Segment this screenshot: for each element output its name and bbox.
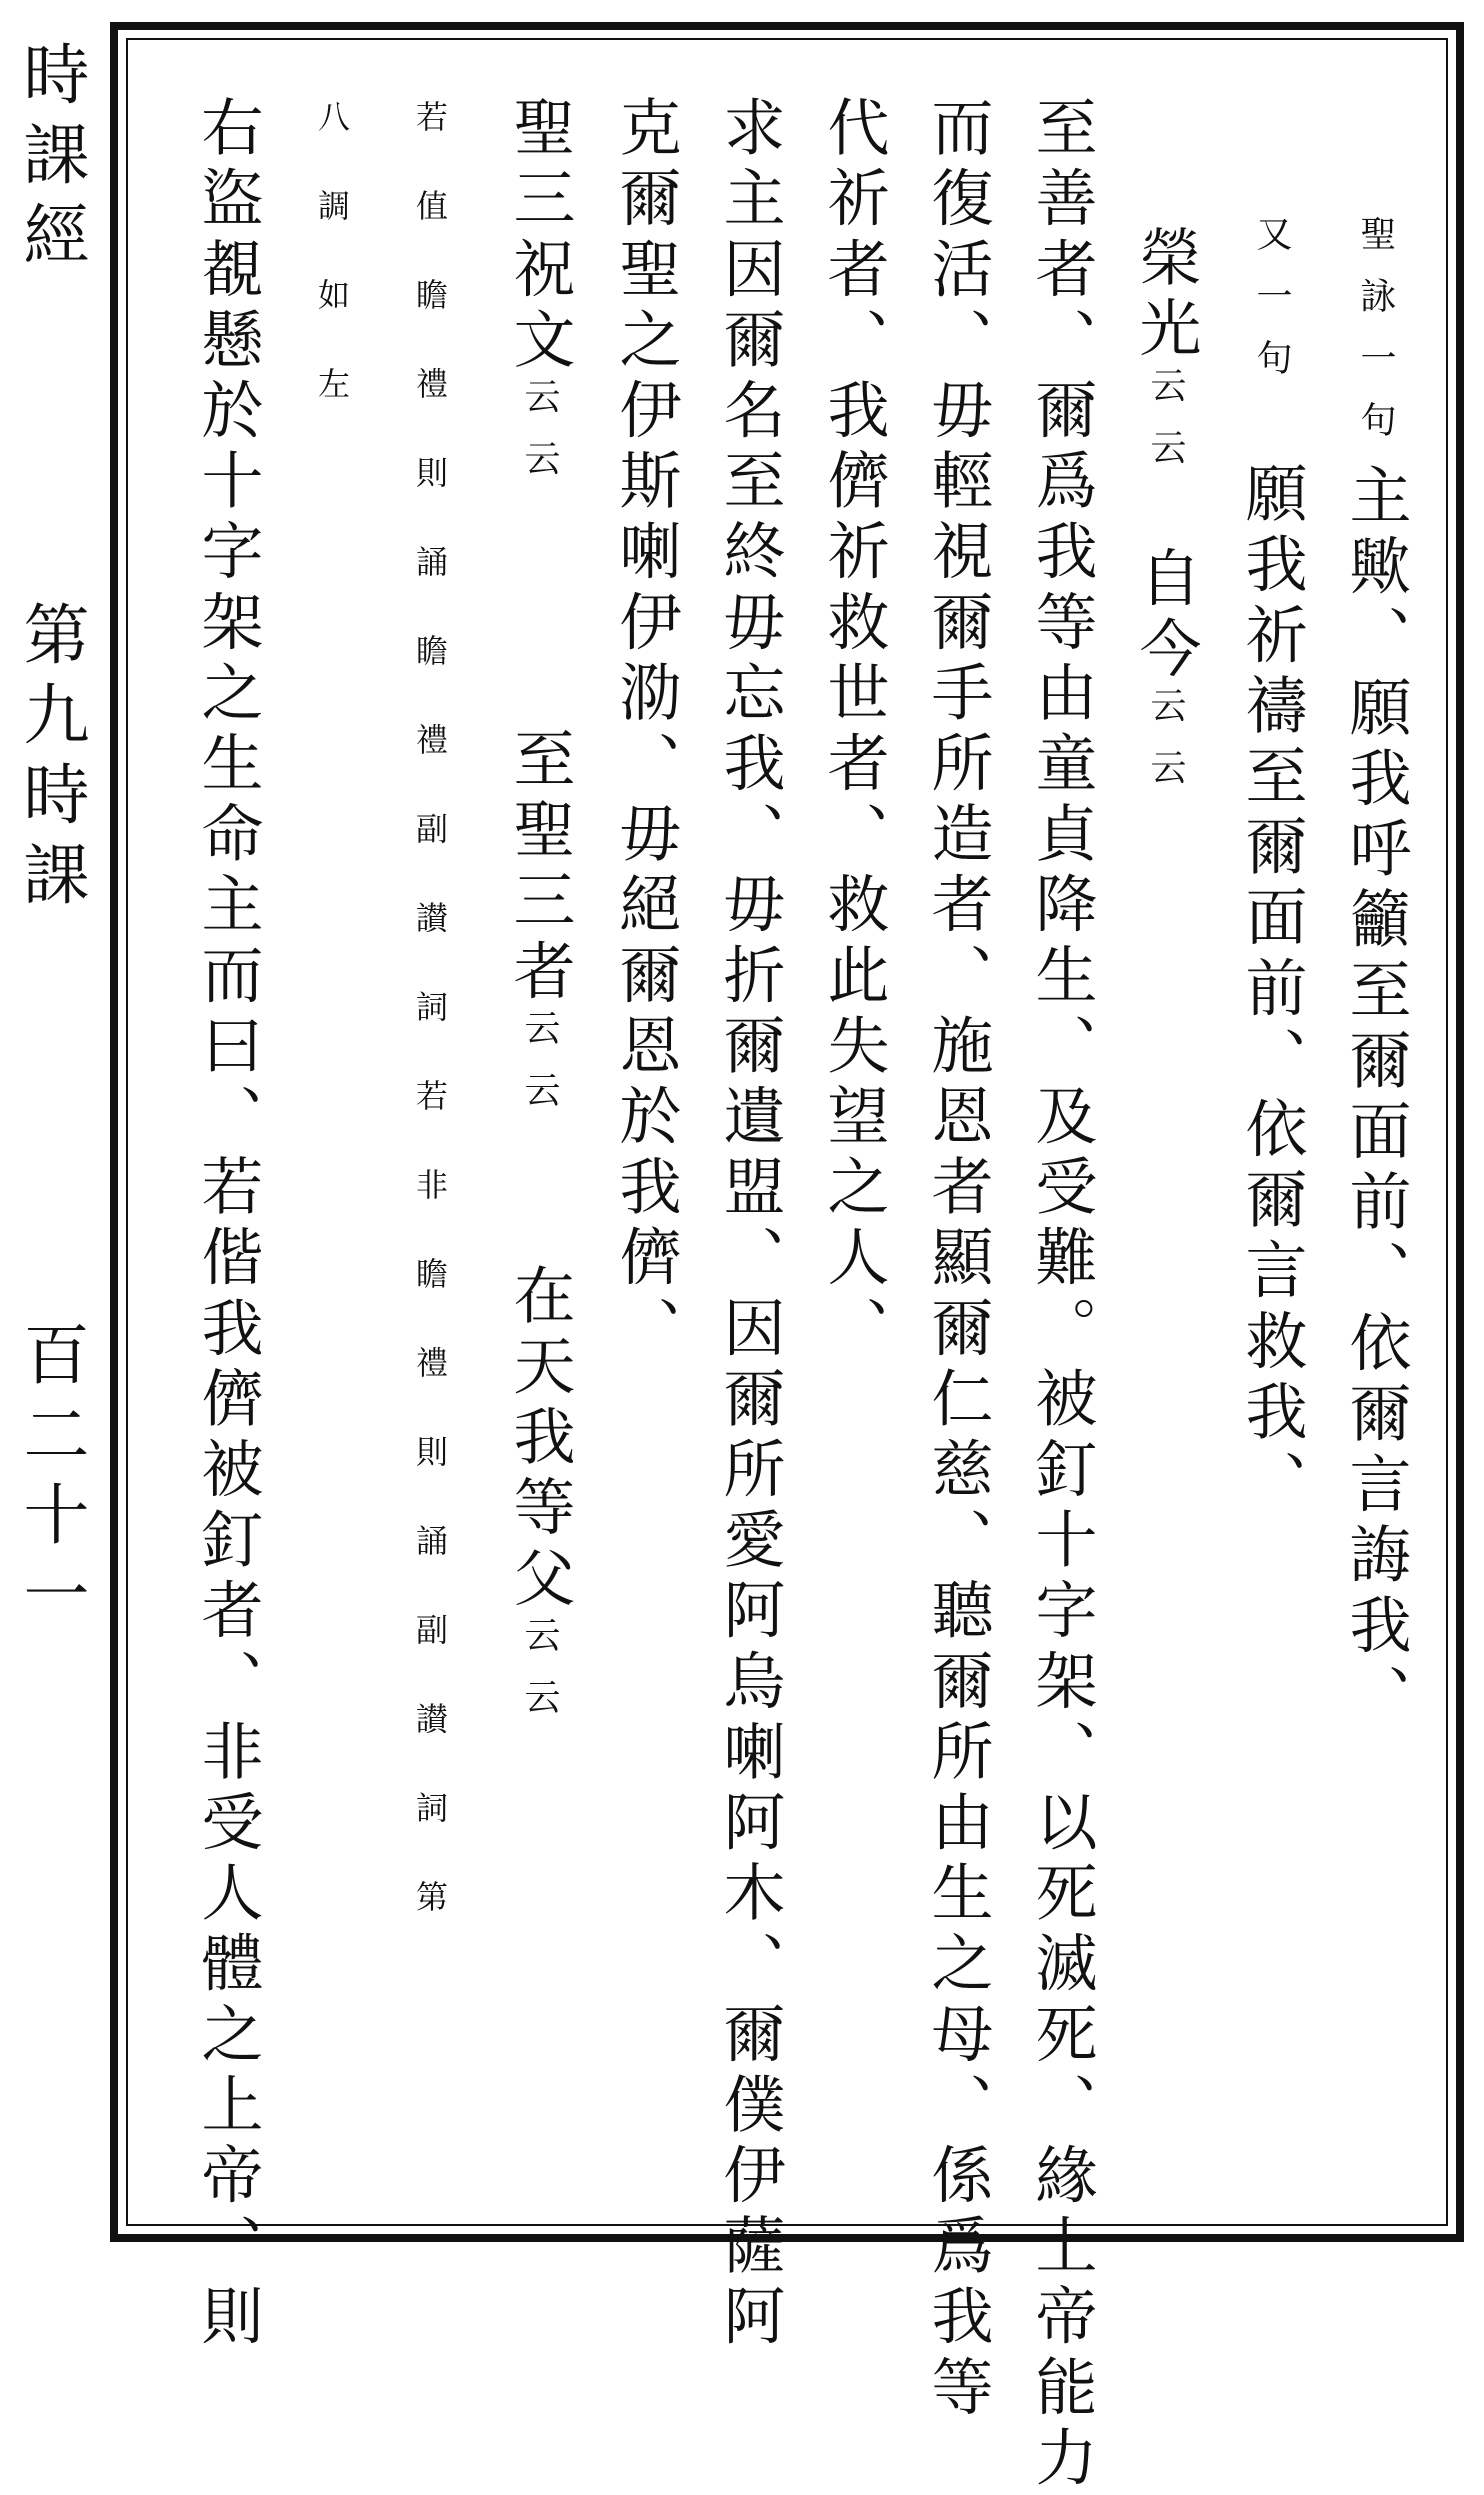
page-number: 百二十一 (12, 1320, 89, 1640)
book-title: 時課經 (12, 40, 89, 280)
now-incipit: 自今 (1129, 545, 1202, 687)
prayer-line-4: 求主因爾名至終毋忘我、毋折爾遺盟、因爾所愛阿烏喇阿木、爾僕伊薩阿 (713, 95, 786, 2355)
column-9 (504, 95, 574, 1740)
prayer-line-6: 右盜覩懸於十字架之生命主而曰、若偕我儕被釘者、非受人體之上帝、則 (191, 95, 264, 2355)
trinity-prayer-incipit: 聖三祝文 (503, 95, 576, 378)
column-7 (714, 95, 784, 2354)
column-10 (400, 100, 460, 1969)
section-title: 第九時課 (12, 600, 89, 920)
prayer-line-2: 而復活、毋輕視爾手所造者、施恩者顯爾仁慈、聽爾所由生之母、係爲我等 (921, 95, 994, 2425)
our-father-note: 云云 (519, 1615, 560, 1740)
rubric-line-2: 八調如左 (313, 100, 351, 456)
holy-trinity-note: 云云 (519, 1008, 560, 1133)
now-incipit-note: 云云 (1145, 686, 1186, 811)
our-father-incipit: 在天我等父 (503, 1262, 576, 1616)
rubric-line-1: 若值瞻禮則誦瞻禮副讃詞若非瞻禮則誦副讃詞第 (411, 100, 449, 1969)
psalm-verse-label: 聖詠一句 (1355, 215, 1396, 463)
column-3 (1130, 225, 1200, 810)
column-12 (192, 95, 262, 2354)
column-8 (610, 95, 680, 1366)
column-4 (1026, 95, 1096, 2495)
psalm-verse-text: 主歟、願我呼籲至爾面前、依爾言誨我、 (1339, 463, 1412, 1734)
another-verse-text: 願我祈禱至爾面前、依爾言救我、 (1235, 461, 1308, 1520)
trinity-prayer-note: 云云 (519, 377, 560, 502)
holy-trinity-incipit: 至聖三者 (503, 726, 576, 1009)
another-verse-label: 又一句 (1251, 215, 1292, 401)
prayer-line-1: 至善者、爾爲我等由童貞降生、及受難。被釘十字架、以死滅死、緣上帝能力 (1025, 95, 1098, 2495)
glory-incipit-note: 云云 (1145, 366, 1186, 491)
column-11 (302, 100, 362, 456)
column-2 (1236, 215, 1306, 1520)
prayer-line-3: 代祈者、我儕祈救世者、救此失望之人、 (817, 95, 890, 1366)
prayer-line-5: 克爾聖之伊斯喇伊泐、毋絕爾恩於我儕、 (609, 95, 682, 1366)
glory-incipit: 榮光 (1129, 225, 1202, 367)
column-1 (1340, 215, 1410, 1734)
column-5 (922, 95, 992, 2425)
column-6 (818, 95, 888, 1366)
